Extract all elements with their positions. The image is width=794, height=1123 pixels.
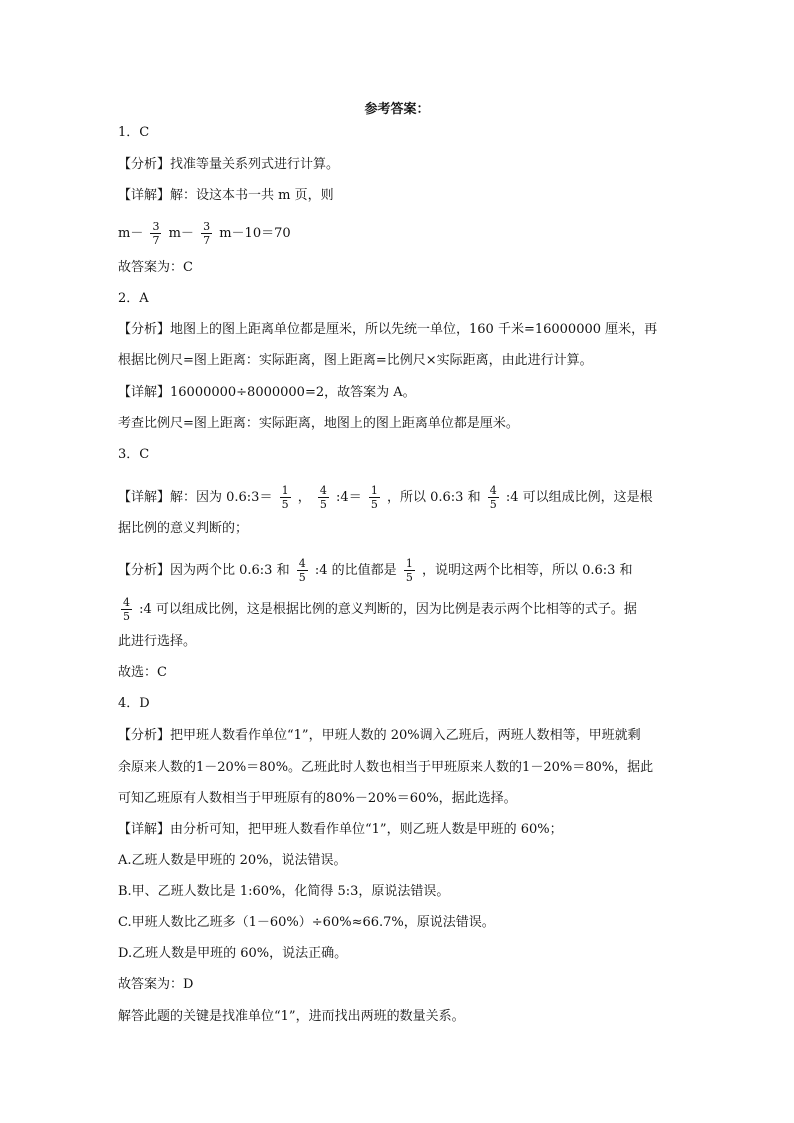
q4-analysis-line2: 余原来人数的1－20%＝80%。乙班此时人数也相当于甲班原来人数的1－20%＝80%，据此 xyxy=(118,760,654,775)
q1-eq-m: m－ xyxy=(118,226,144,241)
q1-number: 1．C xyxy=(118,125,150,140)
q1-eq-mid: m－ xyxy=(168,226,194,241)
q3-d-f1-num: 1 xyxy=(281,484,289,497)
q3-detail-fraction-3 xyxy=(369,484,380,511)
q3-analysis-line2 xyxy=(118,596,637,623)
q3-a-f1-num: 4 xyxy=(298,557,306,570)
q3-d-f3-num: 1 xyxy=(370,484,378,497)
q3-analysis-fraction-1 xyxy=(297,557,308,584)
q3-a-f3-den: 5 xyxy=(123,610,130,623)
q3-d-f2-num: 4 xyxy=(319,484,327,497)
q3-analysis-mid: :4 的比值都是 xyxy=(314,563,397,578)
q3-analysis-end: ，说明这两个比相等，所以 0.6:3 和 xyxy=(421,563,633,578)
q3-detail-mid2: ，所以 0.6:3 和 xyxy=(386,490,481,505)
q3-a-f1-den: 5 xyxy=(298,571,306,584)
q3-detail-line1 xyxy=(118,484,653,511)
q3-number: 3．C xyxy=(118,447,150,462)
q1-answer: 故答案为：C xyxy=(118,260,193,275)
q2-number: 2．A xyxy=(118,291,149,306)
q1-eq-end: m－10＝70 xyxy=(219,226,291,241)
q4-analysis-line3: 可知乙班原有人数相当于甲班原有的80%－20%＝60%，据此选择。 xyxy=(118,791,517,806)
q1-equation xyxy=(118,220,291,247)
page-title: 参考答案： xyxy=(364,102,430,117)
q3-detail-fraction-4 xyxy=(488,484,499,511)
q1-eq-f2-num: 3 xyxy=(203,220,211,233)
q3-analysis-line3: 此进行选择。 xyxy=(118,634,197,649)
q3-detail-fraction-1 xyxy=(280,484,291,511)
q3-a-f3-num: 4 xyxy=(123,596,130,609)
q1-eq-fraction-1 xyxy=(150,220,161,247)
q3-analysis-pre: 【分析】因为两个比 0.6:3 和 xyxy=(118,563,290,578)
q3-d-f3-den: 5 xyxy=(370,498,378,511)
q1-eq-fraction-2 xyxy=(201,220,212,247)
q1-detail: 【详解】解：设这本书一共 m 页，则 xyxy=(118,188,334,203)
q2-analysis-line1: 【分析】地图上的图上距离单位都是厘米，所以先统一单位，160 千米=16000000 厘米，再 xyxy=(118,322,658,337)
q4-option-a: A.乙班人数是甲班的 20%，说法错误。 xyxy=(118,853,347,868)
q3-a-f2-den: 5 xyxy=(405,571,413,584)
q4-option-d: D.乙班人数是甲班的 60%，说法正确。 xyxy=(118,946,348,961)
q3-a-f2-num: 1 xyxy=(405,557,413,570)
q4-analysis-line1: 【分析】把甲班人数看作单位“1”，甲班人数的 20%调入乙班后，两班人数相等，甲班就剩 xyxy=(118,728,641,743)
q1-eq-f1-den: 7 xyxy=(152,234,160,247)
q4-option-c: C.甲班人数比乙班多（1－60%）÷60%≈66.7%，原说法错误。 xyxy=(118,915,495,930)
q4-option-b: B.甲、乙班人数比是 1:60%，化简得 5:3，原说法错误。 xyxy=(118,884,450,899)
q4-answer: 故答案为：D xyxy=(118,977,194,992)
q3-detail-end: :4 可以组成比例，这是根 xyxy=(505,490,653,505)
q3-detail-line2: 据比例的意义判断的； xyxy=(118,521,249,536)
q3-d-f2-den: 5 xyxy=(319,498,327,511)
q3-detail-mid: :4＝ xyxy=(336,490,362,505)
q3-analysis-line2-text: :4 可以组成比例，这是根据比例的意义判断的，因为比例是表示两个比相等的式子。据 xyxy=(139,602,637,617)
q1-eq-f1-num: 3 xyxy=(152,220,160,233)
q3-analysis-line1 xyxy=(118,557,633,584)
q4-number: 4．D xyxy=(118,696,150,711)
q3-answer: 故选：C xyxy=(118,665,167,680)
q2-analysis-line2: 根据比例尺=图上距离：实际距离，图上距离=比例尺×实际距离，由此进行计算。 xyxy=(118,353,593,368)
q3-d-f4-den: 5 xyxy=(489,498,497,511)
q4-detail: 【详解】由分析可知，把甲班人数看作单位“1”，则乙班人数是甲班的 60%； xyxy=(118,822,563,837)
q3-d-f4-num: 4 xyxy=(489,484,497,497)
q3-analysis-fraction-3 xyxy=(121,596,132,623)
q3-detail-comma: ， xyxy=(297,490,311,505)
q3-detail-fraction-2 xyxy=(318,484,329,511)
q2-detail: 【详解】16000000÷8000000=2，故答案为 A。 xyxy=(118,385,416,400)
q3-d-f1-den: 5 xyxy=(281,498,289,511)
q1-analysis: 【分析】找准等量关系列式进行计算。 xyxy=(118,157,340,172)
q3-analysis-fraction-2 xyxy=(404,557,415,584)
q4-note: 解答此题的关键是找准单位“1”，进而找出两班的数量关系。 xyxy=(118,1009,465,1024)
q2-note: 考查比例尺=图上距离：实际距离，地图上的图上距离单位都是厘米。 xyxy=(118,416,519,431)
q1-eq-f2-den: 7 xyxy=(203,234,211,247)
q3-detail-pre: 【详解】解：因为 0.6:3＝ xyxy=(118,490,273,505)
